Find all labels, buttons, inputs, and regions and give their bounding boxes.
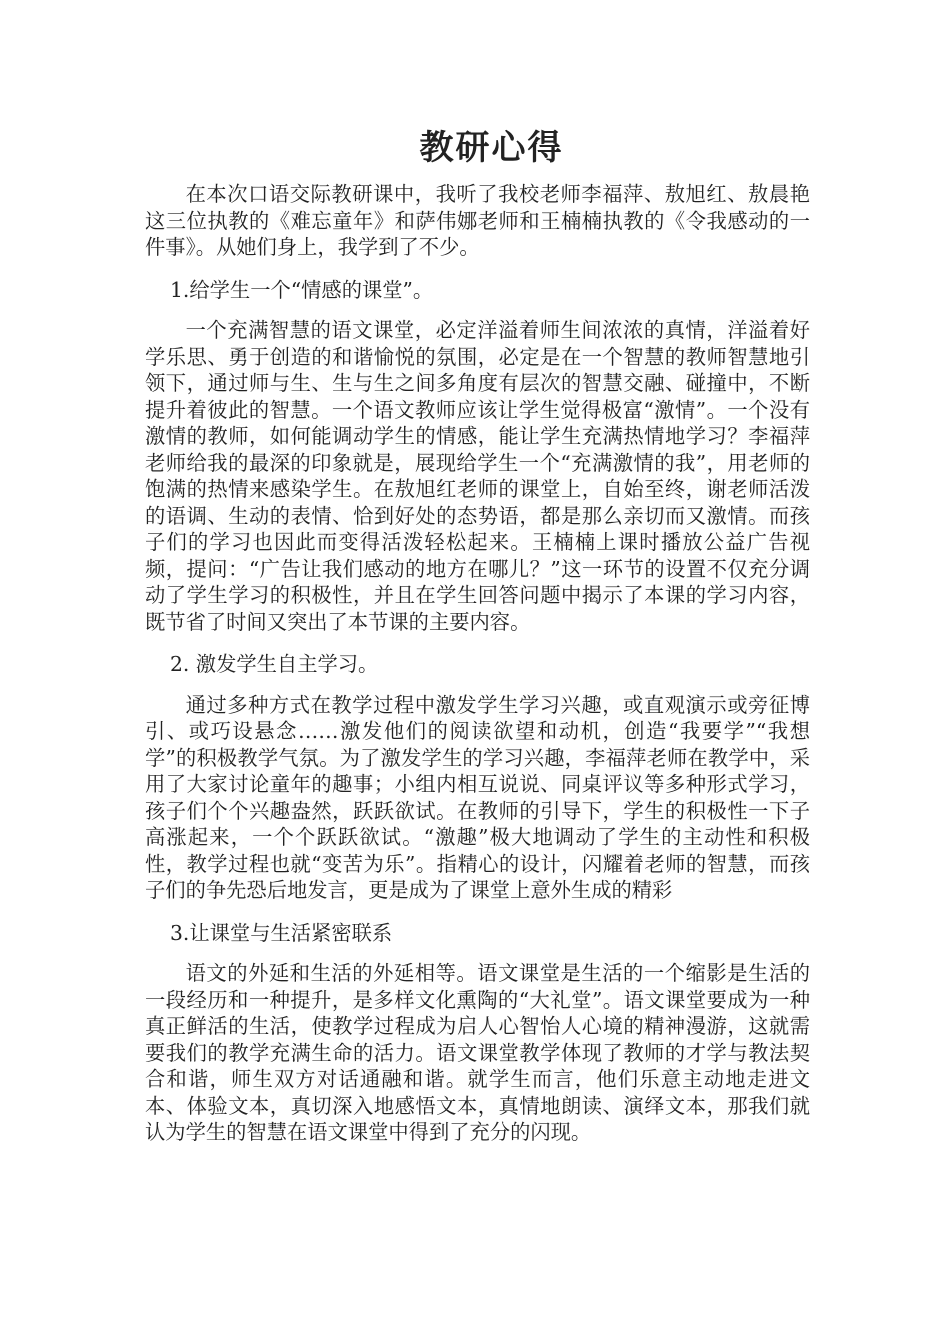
section-1-heading: 1.给学生一个“情感的课堂”。: [170, 277, 434, 302]
section-2-heading: 2. 激发学生自主学习。: [170, 652, 379, 676]
section-3-heading: 3.让课堂与生活紧密联系: [170, 920, 393, 945]
section-3-body: 语文的外延和生活的外延相等。语文课堂是生活的一个缩影是生活的一段经历和一种提升，是多样文化熏陶的“大礼堂”。语文课堂要成为一种真正鲜活的生活，使教学过程成为启人心智怡人心境的精神漫游，这就需要我们的教学充满生命的活力。语文课堂教学体现了教师的才学与教法契合和谐，师生双方对话通融和谐。就学生而言，他们乐意主动地走进文本、体验文本，真切深入地感悟文本，真情地朗读、演绎文本，那我们就认为学生的智慧在语文课堂中得到了充分的闪现。: [145, 961, 810, 1144]
section-1-body: 一个充满智慧的语文课堂，必定洋溢着师生间浓浓的真情，洋溢着好学乐思、勇于创造的和谐愉悦的氛围，必定是在一个智慧的教师智慧地引领下，通过师与生、生与生之间多角度有层次的智慧交融、碰撞中，不断提升着彼此的智慧。一个语文教师应该让学生觉得极富“激情”。一个没有激情的教师，如何能调动学生的情感，能让学生充满热情地学习？李福萍老师给我的最深的印象就是，展现给学生一个“充满激情的我”，用老师的饱满的热情来感染学生。在敖旭红老师的课堂上，自始至终，谢老师活泼的语调、生动的表情、恰到好处的态势语，都是那么亲切而又激情。而孩子们的学习也因此而变得活泼轻松起来。王楠楠上课时播放公益广告视频，提问：“广告让我们感动的地方在哪儿？”这一环节的设置不仅充分调动了学生学习的积极性，并且在学生回答问题中揭示了本课的学习内容，既节省了时间又突出了本节课的主要内容。: [145, 318, 810, 634]
section-2-body: 通过多种方式在教学过程中激发学生学习兴趣，或直观演示或旁征博引、或巧设悬念……激发他们的阅读欲望和动机，创造“我要学”“我想学”的积极教学气氛。为了激发学生的学习兴趣，李福萍老师在教学中，采用了大家讨论童年的趣事；小组内相互说说、同桌评议等多种形式学习，孩子们个个兴趣盎然，跃跃欲试。在教师的引导下，学生的积极性一下子高涨起来，一个个跃跃欲试。“激趣”极大地调动了学生的主动性和积极性，教学过程也就“变苦为乐”。指精心的设计，闪耀着老师的智慧，而孩子们的争先恐后地发言，更是成为了课堂上意外生成的精彩: [145, 692, 810, 902]
document-page: [145, 120, 810, 1146]
document-title: 教研心得: [419, 128, 564, 168]
intro-paragraph: 在本次口语交际教研课中，我听了我校老师李福萍、敖旭红、敖晨艳这三位执教的《难忘童年》和萨伟娜老师和王楠楠执教的《令我感动的一件事》。从她们身上，我学到了不少。: [145, 182, 810, 259]
